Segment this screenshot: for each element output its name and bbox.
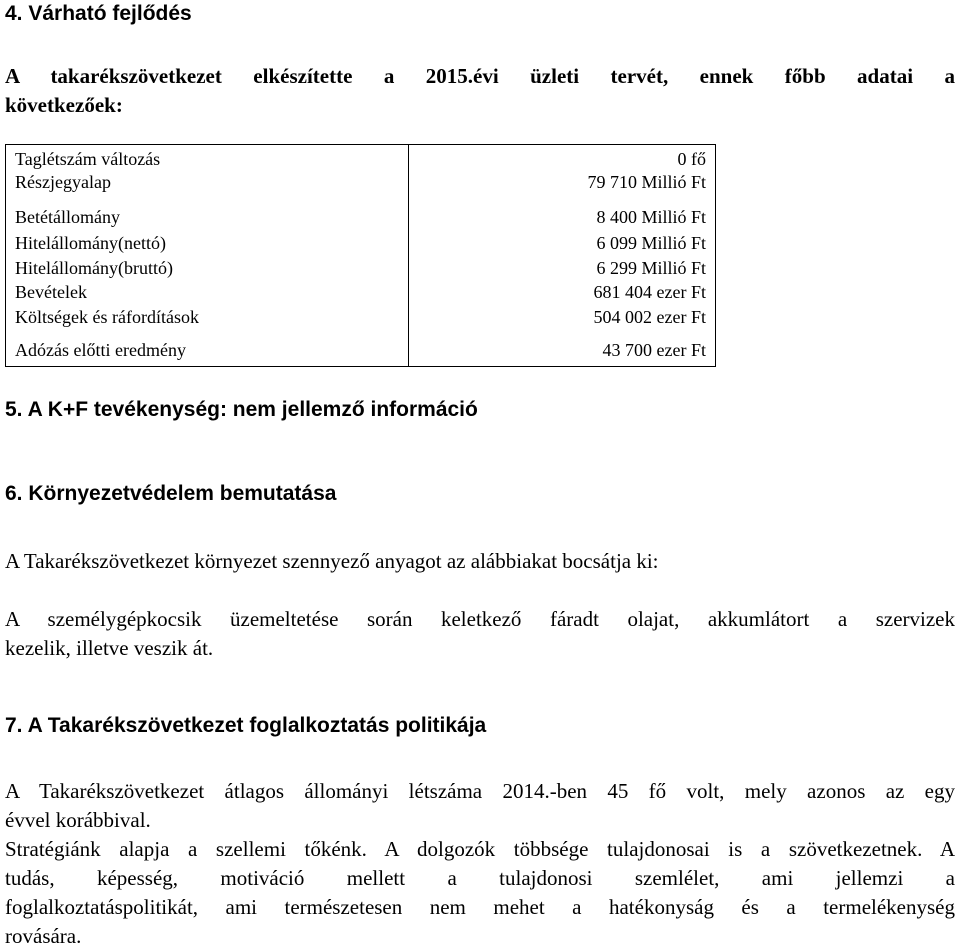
section-5-heading: 5. A K+F tevékenység: nem jellemző információ [5, 398, 478, 421]
section-4-heading: 4. Várható fejlődés [5, 2, 192, 25]
section-6-paragraph-2-line-2: kezelik, illetve veszik át. [5, 636, 214, 660]
table-row-label: Költségek és ráfordítások [15, 307, 199, 327]
table-row-label: Adózás előtti eredmény [15, 340, 186, 360]
business-plan-table [5, 144, 716, 367]
section-7-paragraph-2-line-3: foglalkoztatáspolitikát, ami természetesen nem mehet a hatékonyság és a termelékenység [5, 895, 955, 919]
table-row-value: 681 404 ezer Ft [593, 282, 706, 302]
table-row-label: Részjegyalap [15, 172, 111, 192]
table-row-value: 6 299 Millió Ft [596, 258, 706, 278]
section-6-heading: 6. Környezetvédelem bemutatása [5, 482, 337, 505]
section-6-paragraph-2-line-1: A személygépkocsik üzemeltetése során keletkező fáradt olajat, akkumlátort a szervizek [5, 607, 955, 631]
section-7-paragraph-2-line-4: rovására. [5, 924, 82, 948]
table-column-divider [408, 145, 409, 366]
table-row-value: 504 002 ezer Ft [593, 307, 706, 327]
table-row-label: Taglétszám változás [15, 149, 161, 169]
table-row-value: 6 099 Millió Ft [596, 233, 706, 253]
section-7-paragraph-2-line-1: Stratégiánk alapja a szellemi tőkénk. A dolgozók többsége tulajdonosai is a szövetkezetnek. A [5, 837, 955, 861]
section-7-paragraph-1-line-1: A Takarékszövetkezet átlagos állományi létszáma 2014.-ben 45 fő volt, mely azonos az egy [5, 779, 955, 803]
section-7-paragraph-2-line-2: tudás, képesség, motiváció mellett a tulajdonosi szemlélet, ami jellemzi a [5, 866, 955, 890]
table-row-label: Bevételek [15, 282, 87, 302]
table-row-value: 8 400 Millió Ft [596, 207, 706, 227]
section-7-paragraph-1-line-2: évvel korábbival. [5, 808, 151, 832]
section-4-intro-line-2: következőek: [5, 93, 123, 117]
table-row-value: 79 710 Millió Ft [587, 172, 706, 192]
table-row-value: 0 fő [677, 149, 706, 169]
section-4-intro-line-1: A takarékszövetkezet elkészítette a 2015.évi üzleti tervét, ennek főbb adatai a [5, 64, 955, 88]
table-row-label: Hitelállomány(nettó) [15, 233, 166, 253]
table-row-label: Betétállomány [15, 207, 120, 227]
section-7-heading: 7. A Takarékszövetkezet foglalkoztatás politikája [5, 714, 487, 737]
section-6-paragraph-1: A Takarékszövetkezet környezet szennyező anyagot az alábbiakat bocsátja ki: [5, 549, 659, 573]
table-row-value: 43 700 ezer Ft [602, 340, 706, 360]
table-row-label: Hitelállomány(bruttó) [15, 258, 173, 278]
